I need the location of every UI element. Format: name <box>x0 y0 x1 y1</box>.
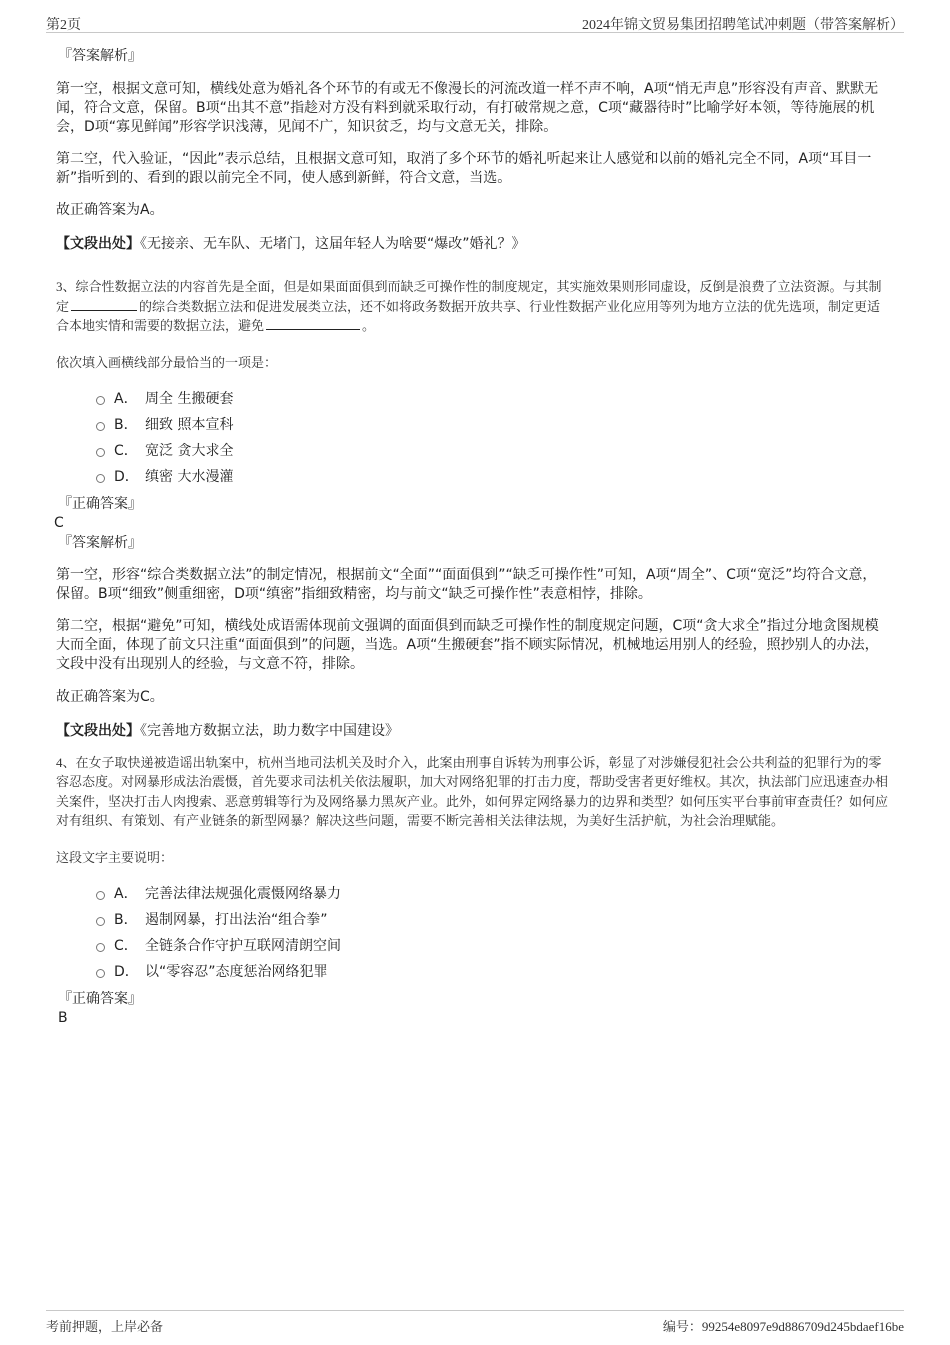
option-list <box>56 881 890 985</box>
option-letter: D． <box>114 468 139 485</box>
source-title: 《无接亲、无车队、无堵门，这届年轻人为啥要“爆改”婚礼？》 <box>140 236 526 252</box>
question-stem-part: 3、综合性数据立法的内容首先是全面，但是如果面面俱到而缺乏可操作性的制度规定，其实施效果则形同虚设，反倒是浪费了立法资源。与其制定 <box>56 279 882 314</box>
page-content <box>56 46 890 1027</box>
question-stem-part: 。 <box>362 318 376 333</box>
option-text: 缜密 大水漫灌 <box>145 468 234 485</box>
option-c[interactable] <box>56 933 890 959</box>
option-letter: A． <box>114 885 138 902</box>
footer-slogan: 考前押题，上岸必备 <box>46 1319 164 1334</box>
radio-icon[interactable] <box>96 474 105 483</box>
option-a[interactable] <box>56 386 890 412</box>
question-stem-part: 的综合类数据立法和促进发展类立法，还不如将政务数据开放共享、行业性数据产业化应用等列为地方立法的优先选项，制定更适合本地实情和需要的数据立法，避免 <box>56 298 881 333</box>
source-title: 《完善地方数据立法，助力数字中国建设》 <box>140 722 399 739</box>
option-text: 以“零容忍”态度惩治网络犯罪 <box>145 963 328 980</box>
question-stem: 4、在女子取快递被造谣出轨案中，杭州当地司法机关及时介入，此案由刑事自诉转为刑事公诉，彰显了对涉嫌侵犯社会公共利益的犯罪行为的零容忍态度。对网暴形成法治震慑，首先要求司法机关依法履职，加大对网络犯罪的打击力度，帮助受害者更好维权。其次，执法部门应迅速查办相关案件，坚决打击人肉搜索、恶意剪辑等行为及网络暴力黑灰产业。此外，如何界定网络暴力的边界和类型？如何压实平台事前审查责任？如何应对有组织、有策划、有产业链条的新型网暴？解决这些问题，需要不断完善相关法律法规，为美好生活护航，为社会治理赋能。 <box>56 754 889 828</box>
radio-icon[interactable] <box>96 917 105 926</box>
page-footer <box>46 1310 904 1335</box>
option-d[interactable] <box>56 464 890 490</box>
source-label: 【文段出处】 <box>56 722 140 739</box>
option-letter: C． <box>114 442 138 459</box>
analysis-label: 『答案解析』 <box>58 48 142 64</box>
option-text: 宽泛 贪大求全 <box>145 442 234 459</box>
source-label: 【文段出处】 <box>56 236 140 252</box>
question-3 <box>56 277 890 741</box>
analysis-label: 『答案解析』 <box>58 534 142 551</box>
radio-icon[interactable] <box>96 448 105 457</box>
option-text: 周全 生搬硬套 <box>145 390 234 407</box>
answer-label: 『正确答案』 <box>58 990 142 1007</box>
analysis-paragraph: 第二空，根据“避免”可知，横线处成语需体现前文强调的面面俱到而缺乏可操作性的制度规定问题，C项“贪大求全”指过分地贪图规模大而全面，体现了前文只注重“面面俱到”的问题，当选。A项“生搬硬套”指不顾实际情况，机械地运用别人的经验，照抄别人的办法，文段中没有出现别人的经验，与文意不符，排除。 <box>56 617 879 672</box>
radio-icon[interactable] <box>96 943 105 952</box>
question-stem <box>56 277 890 336</box>
option-d[interactable] <box>56 959 890 985</box>
option-letter: B． <box>114 416 138 433</box>
option-b[interactable] <box>56 907 890 933</box>
question-2-analysis <box>56 46 890 254</box>
radio-icon[interactable] <box>96 891 105 900</box>
analysis-paragraph: 第二空，代入验证，“因此”表示总结，且根据文意可知，取消了多个环节的婚礼听起来让人感觉和以前的婚礼完全不同，A项“耳目一新”指听到的、看到的跟以前完全不同，使人感到新鲜，符合文意，当选。 <box>56 151 872 186</box>
answer-blank <box>266 316 360 330</box>
answer-blank <box>71 297 137 311</box>
option-b[interactable] <box>56 412 890 438</box>
source-citation <box>56 721 890 741</box>
analysis-conclusion: 故正确答案为C。 <box>56 688 164 705</box>
radio-icon[interactable] <box>96 969 105 978</box>
document-title: 2024年锦文贸易集团招聘笔试冲刺题（带答案解析） <box>582 18 904 33</box>
option-c[interactable] <box>56 438 890 464</box>
option-text: 全链条合作守护互联网清朗空间 <box>145 937 341 954</box>
question-4 <box>56 753 890 1027</box>
option-a[interactable] <box>56 881 890 907</box>
correct-answer: B <box>58 1009 68 1026</box>
analysis-conclusion: 故正确答案为A。 <box>56 202 164 218</box>
analysis-paragraph: 第一空，形容“综合类数据立法”的制定情况，根据前文“全面”“面面俱到”“缺乏可操作性”可知，A项“周全”、C项“宽泛”均符合文意，保留。B项“细致”侧重细密，D项“缜密”指细致精密，均与前文“缺乏可操作性”表意相悖，排除。 <box>56 566 877 602</box>
option-letter: C． <box>114 937 138 954</box>
radio-icon[interactable] <box>96 422 105 431</box>
document-id: 编号：99254e8097e9d886709d245bdaef16be <box>662 1319 904 1334</box>
page-header <box>46 12 904 33</box>
option-letter: A． <box>114 390 138 407</box>
option-letter: D． <box>114 963 139 980</box>
correct-answer: C <box>54 514 64 531</box>
source-citation <box>56 234 890 254</box>
question-prompt: 依次填入画横线部分最恰当的一项是： <box>56 354 278 370</box>
analysis-paragraph: 第一空，根据文意可知，横线处意为婚礼各个环节的有或无不像漫长的河流改道一样不声不响，A项“悄无声息”形容没有声音、默默无闻，符合文意，保留。B项“出其不意”指趁对方没有料到就采取行动，有打破常规之意，C项“藏器待时”比喻学好本领，等待施展的机会，D项“寡见鲜闻”形容学识浅薄，见闻不广，知识贫乏，均与文意无关，排除。 <box>56 81 879 135</box>
option-letter: B． <box>114 911 138 928</box>
radio-icon[interactable] <box>96 396 105 405</box>
option-text: 细致 照本宣科 <box>145 416 234 433</box>
option-list <box>56 386 890 490</box>
answer-label: 『正确答案』 <box>58 495 142 512</box>
page-number: 第2页 <box>46 18 81 33</box>
option-text: 完善法律法规强化震慑网络暴力 <box>145 885 341 902</box>
option-text: 遏制网暴，打出法治“组合拳” <box>145 911 328 928</box>
question-prompt: 这段文字主要说明： <box>56 849 174 865</box>
